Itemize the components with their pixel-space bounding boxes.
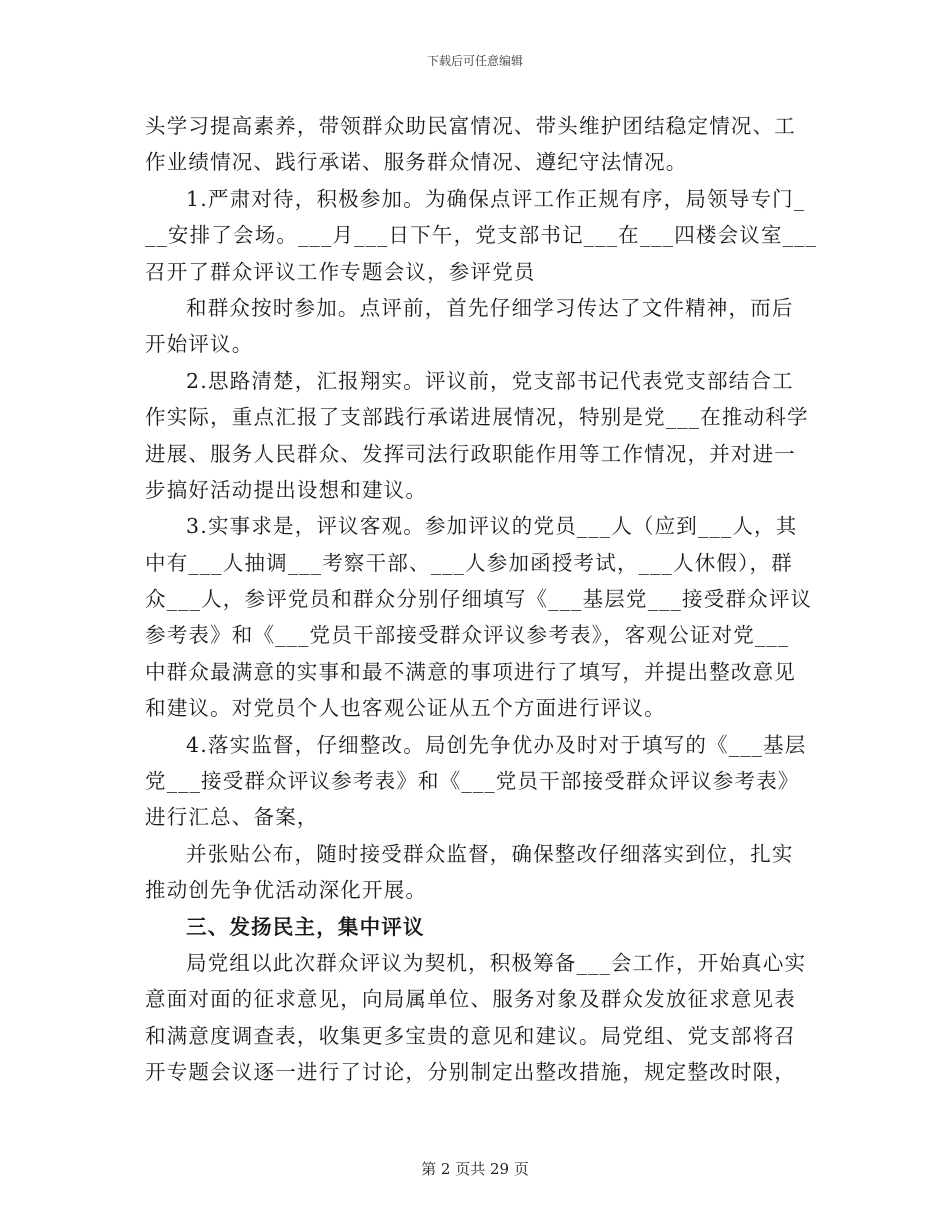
text-line: 召开了群众评议工作专题会议，参评党员 [145,259,536,284]
text-line: 党___接受群众评议参考表》和《___党员干部接受群众评议参考表》 [145,769,800,794]
text-line: 4.落实监督，仔细整改。局创先争优办及时对于填写的《___基层 [186,732,807,757]
text-line: 进行汇总、备案， [145,805,319,830]
text-line: 1.严肃对待，积极参加。为确保点评工作正规有序，局领导专门_ [186,186,806,211]
text-line: 推动创先争优活动深化开展。 [145,878,428,903]
text-line: 众___人，参评党员和群众分别仔细填写《___基层党___接受群众评议 [145,587,813,612]
text-line: 和建议。对党员个人也客观公证从五个方面进行评议。 [145,696,666,721]
text-line: 意面对面的征求意见，向局属单位、服务对象及群众发放征求意见表 [145,987,796,1012]
text-line: 作业绩情况、践行承诺、服务群众情况、遵纪守法情况。 [145,150,688,175]
text-line: 作实际，重点汇报了支部践行承诺进展情况，特别是党___在推动科学 [145,405,809,430]
section-heading: 三、发扬民主，集中评议 [186,914,425,939]
text-line: 并张贴公布，随时接受群众监督，确保整改仔细落实到位，扎实 [186,841,794,866]
text-line: 中群众最满意的实事和最不满意的事项进行了填写，并提出整改意见 [145,659,796,684]
text-line: 局党组以此次群众评议为契机，积极筹备___会工作，开始真心实 [186,950,807,975]
text-line: 进展、服务人民群众、发挥司法行政职能作用等工作情况，并对进一 [145,441,796,466]
text-line: 头学习提高素养，带领群众助民富情况、带头维护团结稳定情况、工 [145,114,796,138]
page-footer: 第 2 页共 29 页 [421,1160,529,1178]
text-line: __安排了会场。___月___日下午，党支部书记___在___四楼会议室___ [145,223,818,248]
text-line: 步搞好活动提出设想和建议。 [145,477,428,502]
text-line: 和满意度调查表，收集更多宝贵的意见和建议。局党组、党支部将召 [145,1023,796,1048]
text-line: 2.思路清楚，汇报翔实。评议前，党支部书记代表党支部结合工 [186,368,794,393]
text-line: 开专题会议逐一进行了讨论，分别制定出整改措施，规定整改时限， [145,1060,796,1085]
text-line: 参考表》和《___党员干部接受群众评议参考表》，客观公证对党___ [145,623,790,648]
text-line: 3.实事求是，评议客观。参加评议的党员___人（应到___人，其 [186,514,798,539]
document-body [145,108,818,1091]
text-line: 和群众按时参加。点评前，首先仔细学习传达了文件精神，而后 [186,295,794,320]
page-header: 下载后可任意编辑 [426,54,523,68]
text-line: 开始评议。 [145,332,254,357]
text-line: 中有___人抽调___考察干部、___人参加函授考试，___人休假），群 [145,550,793,575]
